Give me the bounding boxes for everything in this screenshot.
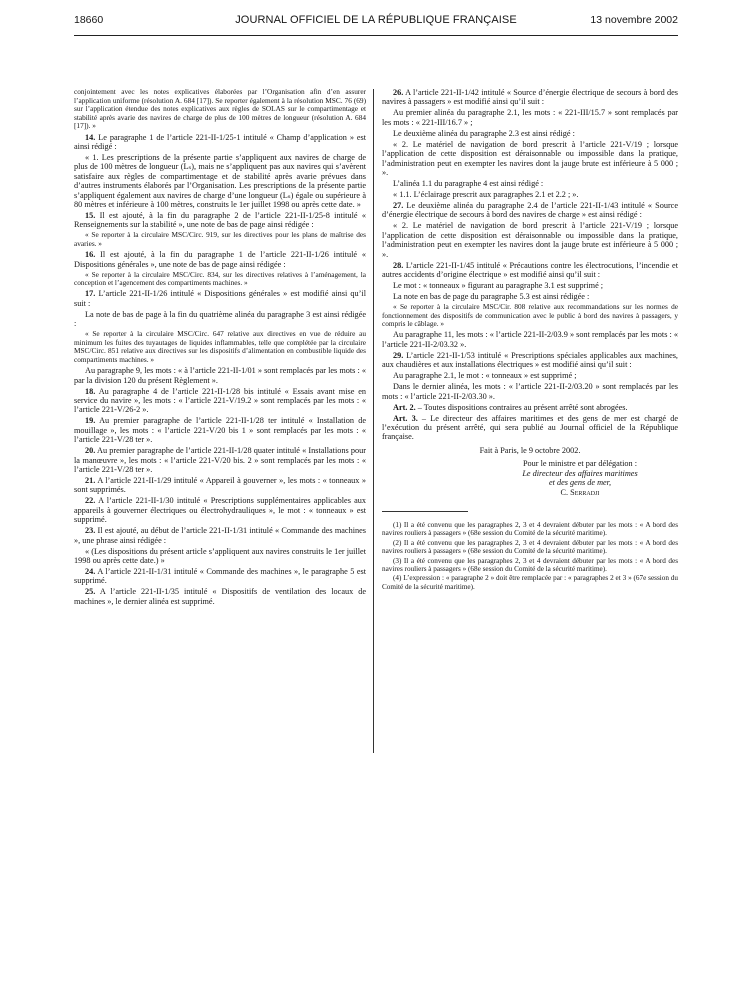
article-item: 16. Il est ajouté, à la fin du paragraphe 1 de l’article 221-II-1/26 intitulé « Dispositions générales », une note de bas de page ainsi rédigée : (74, 250, 367, 269)
footnote: (2) Il a été convenu que les paragraphes 2, 3 et 4 devraient débuter par les mots : « A bord des navires rouliers à passagers » (68e session du Comité de la sécurité maritime). (382, 538, 678, 556)
column-divider (373, 89, 374, 753)
paragraph: Le deuxième alinéa du paragraphe 2.3 est ainsi rédigé : (393, 128, 575, 138)
place-date: Fait à Paris, le 9 octobre 2002. (479, 445, 581, 455)
footnote: (4) L’expression : « paragraphe 2 » doit être remplacée par : « paragraphes 2 et 3 » (67e session du Comité de la sécurité maritime). (382, 574, 678, 591)
footnote-text: « Se reporter à la circulaire MSC/Circ. 834, sur les directives relatives à l’aménagement, la conception et l’agencement des compartiments machines. » (74, 269, 366, 288)
issue-date: 13 novembre 2002 (590, 14, 678, 26)
paragraph: Au paragraphe 9, les mots : « à l’article 221-II-1/01 » sont remplacés par les mots : « par la division 120 du présent Règlement ». (74, 366, 366, 385)
paragraph: Dans le dernier alinéa, les mots : « l’article 221-II-2/03.20 » sont remplacés par les mots : « l’article 221-II-2/03.30 ». (382, 382, 678, 401)
page-number: 18660 (74, 14, 104, 26)
article-item: 27. Le deuxième alinéa du paragraphe 2.4 de l’article 221-II-1/43 intitulé « Source d’énergie électrique de secours à bord des navires de charge » est ainsi rédigé : (382, 201, 679, 220)
paragraph: La note de bas de page à la fin du quatrième alinéa du paragraphe 3 est ainsi rédigée : (74, 309, 366, 329)
article-item: 26. A l’article 221-II-1/42 intitulé « Source d’énergie électrique de secours à bord des navires à passagers » est modifié ainsi qu’il suit : (382, 88, 679, 107)
paragraph: La note en bas de page du paragraphe 5.3 est ainsi rédigée : (393, 292, 590, 302)
header-rule (74, 35, 678, 36)
delegation-line: Pour le ministre et par délégation : (522, 459, 638, 469)
paragraph: « 1. Les prescriptions de la présente partie s’appliquent aux navires de charge de plus de 100 mètres de longueur (Lₛ), mais ne s’appliquent pas aux navires qui s’avèrent satisfaire aux règles de compartimentage et de stabilité après avarie prévues dans d’autres instruments élaborés par l’Organisation. Les prescriptions de la présente partie s’appliquent également aux navires de charge d’une longueur (Lₛ) égale ou supérieure à 80 mètres et inférieure à 100 mètres, construits le 1er juillet 1998 ou après cette date. » (74, 152, 366, 209)
article-item: 25. A l’article 221-II-1/35 intitulé « Dispositifs de ventilation des locaux de machines », le dernier alinéa est supprimé. (74, 587, 367, 606)
article-item: 23. Il est ajouté, au début de l’article 221-II-1/31 intitulé « Commande des machines », une phrase ainsi rédigée : (74, 526, 366, 545)
footnote-text: « Se reporter à la circulaire MSC/Circ. 919, sur les directives pour les plans de maîtrise des avaries. » (74, 230, 366, 248)
paragraph: Le mot : « tonneaux » figurant au paragraphe 3.1 est supprimé ; (393, 281, 604, 291)
article-item: 14. Le paragraphe 1 de l’article 221-II-1/25-1 intitulé « Champ d’application » est ainsi rédigé : (74, 132, 367, 151)
article-item: 15. Il est ajouté, à la fin du paragraphe 2 de l’article 221-II-1/25-8 intitulé « Renseignements sur la stabilité », une note de bas de page ainsi rédigée : (74, 211, 367, 230)
paragraph: « 2. Le matériel de navigation de bord prescrit à l’article 221-V/19 ; lorsque l’application de cette disposition est déraisonnable ou impossible dans la pratique, l’administration peut en exempter les navires dont la jauge brute est inférieure à 5 000 ; ». (382, 139, 678, 178)
paragraph: « 2. Le matériel de navigation de bord prescrit à l’article 221-V/19 ; lorsque l’application de cette disposition est déraisonnable ou impossible dans la pratique, l’administration peut en exempter les navires dont la jauge brute est inférieure à 5 000 ; ». (382, 221, 678, 259)
footnote: (1) Il a été convenu que les paragraphes 2, 3 et 4 devraient débuter par les mots : « A bord des navires rouliers à passagers » (68e session du Comité de la sécurité maritime). (382, 520, 678, 538)
article-item: 28. L’article 221-II-1/45 intitulé « Précautions contre les électrocutions, l’incendie et autres accidents d’origine électrique » est modifié ainsi qu’il suit : (382, 260, 679, 280)
article-item: 29. L’article 221-II-1/53 intitulé « Prescriptions spéciales applicables aux machines, aux chaudières et aux installations électriques » est modifié ainsi qu’il suit : (382, 350, 678, 370)
footnote-rule (382, 511, 468, 512)
footnote: (3) Il a été convenu que les paragraphes 2, 3 et 4 devraient débuter par les mots : « A bord des navires rouliers à passagers » (68e session du Comité de la sécurité maritime). (382, 556, 678, 573)
paragraph: « (Les dispositions du présent article s’appliquent aux navires construits le 1er juillet 1998 ou après cette date.) » (74, 546, 366, 566)
article-item: 24. A l’article 221-II-1/31 intitulé « Commande des machines », le paragraphe 5 est supprimé. (74, 567, 366, 586)
journal-title: JOURNAL OFFICIEL DE LA RÉPUBLIQUE FRANÇAISE (235, 14, 517, 26)
right-column (382, 88, 678, 592)
article-item: 20. Au premier paragraphe de l’article 221-II-1/28 quater intitulé « Installations pour la manœuvre », les mots : « l’article 221-V/20 bis. 2 » sont remplacés par les mots : « l’article 221-V/28 ter ». (74, 446, 366, 474)
paragraph: « 1.1. L’éclairage prescrit aux paragraphes 2.1 et 2.2 ; ». (393, 190, 579, 200)
paragraph: conjointement avec les notes explicatives élaborées par l’Organisation afin d’en assurer l’application uniforme (résolution A. 684 [17]). Se reporter également à la résolution MSC. 76 (69) sur l’application étendue des notes explicatives aux règles de SOLAS sur le compartimentage et stabilité après avarie des navires de charge de plus de 100 mètres de longueur (résolution A. 684 [17]). » (74, 87, 366, 131)
article-item: 21. A l’article 221-II-1/29 intitulé « Appareil à gouverner », les mots : « tonneaux » sont supprimés. (74, 476, 366, 495)
article-item: 22. A l’article 221-II-1/30 intitulé « Prescriptions supplémentaires applicables aux appareils à gouverner électriques ou électrohydrauliques », le mot : « tonneaux » est supprimé. (74, 496, 367, 525)
signatory-title-2: et des gens de mer, (548, 478, 612, 488)
article-item: 17. L’article 221-II-1/26 intitulé « Dispositions générales » est modifié ainsi qu’il suit : (74, 289, 367, 308)
signatory-name: C. Serradji (560, 487, 600, 497)
article-item: 19. Au premier paragraphe de l’article 221-II-1/28 ter intitulé « Installation de mouillage », les mots : « l’article 221-V/20 bis 1 » sont remplacés par les mots : « l’article 221-V/28 ter ». (74, 416, 366, 445)
page-header (74, 14, 678, 30)
paragraph: Au paragraphe 2.1, le mot : « tonneaux » est supprimé ; (393, 371, 577, 381)
signatory-title-1: Le directeur des affaires maritimes (522, 468, 638, 478)
paragraph: Au paragraphe 11, les mots : « l’article 221-II-2/03.9 » sont remplacés par les mots : « l’article 221-II-2/03.32 ». (382, 330, 678, 349)
article-item: Art. 2. – Toutes dispositions contraires au présent arrêté sont abrogées. (393, 402, 628, 412)
paragraph: Au premier alinéa du paragraphe 2.1, les mots : « 221-III/15.7 » sont remplacés par les mots : « 221-III/16.7 » ; (382, 108, 678, 127)
left-column (74, 88, 366, 608)
footnote-text: « Se reporter à la circulaire MSC/Cir. 808 relative aux recommandations sur les normes de fonctionnement des dispositifs de communication avec le public à bord des navires à passagers, y compris le câblage. » (382, 302, 678, 329)
paragraph: L’alinéa 1.1 du paragraphe 4 est ainsi rédigé : (393, 179, 544, 189)
article-item: 18. Au paragraphe 4 de l’article 221-II-1/28 bis intitulé « Essais avant mise en service du navire », les mots : « l’article 221-V/19.2 » sont remplacés par les mots : « l’article 221-V/26-2 ». (74, 386, 366, 415)
article-item: Art. 3. – Le directeur des affaires maritimes et des gens de mer est chargé de l’exécution du présent arrêté, qui sera publié au Journal officiel de la République française. (382, 413, 678, 442)
footnote-text: « Se reporter à la circulaire MSC/Circ. 647 relative aux directives en vue de réduire au minimum les fuites des tuyautages de liquides inflammables, telle que complétée par la circulaire MSC/Circ. 851 relative aux directives sur les dispositifs d’alimentation en combustible liquide des compartiments machines. » (74, 329, 366, 364)
